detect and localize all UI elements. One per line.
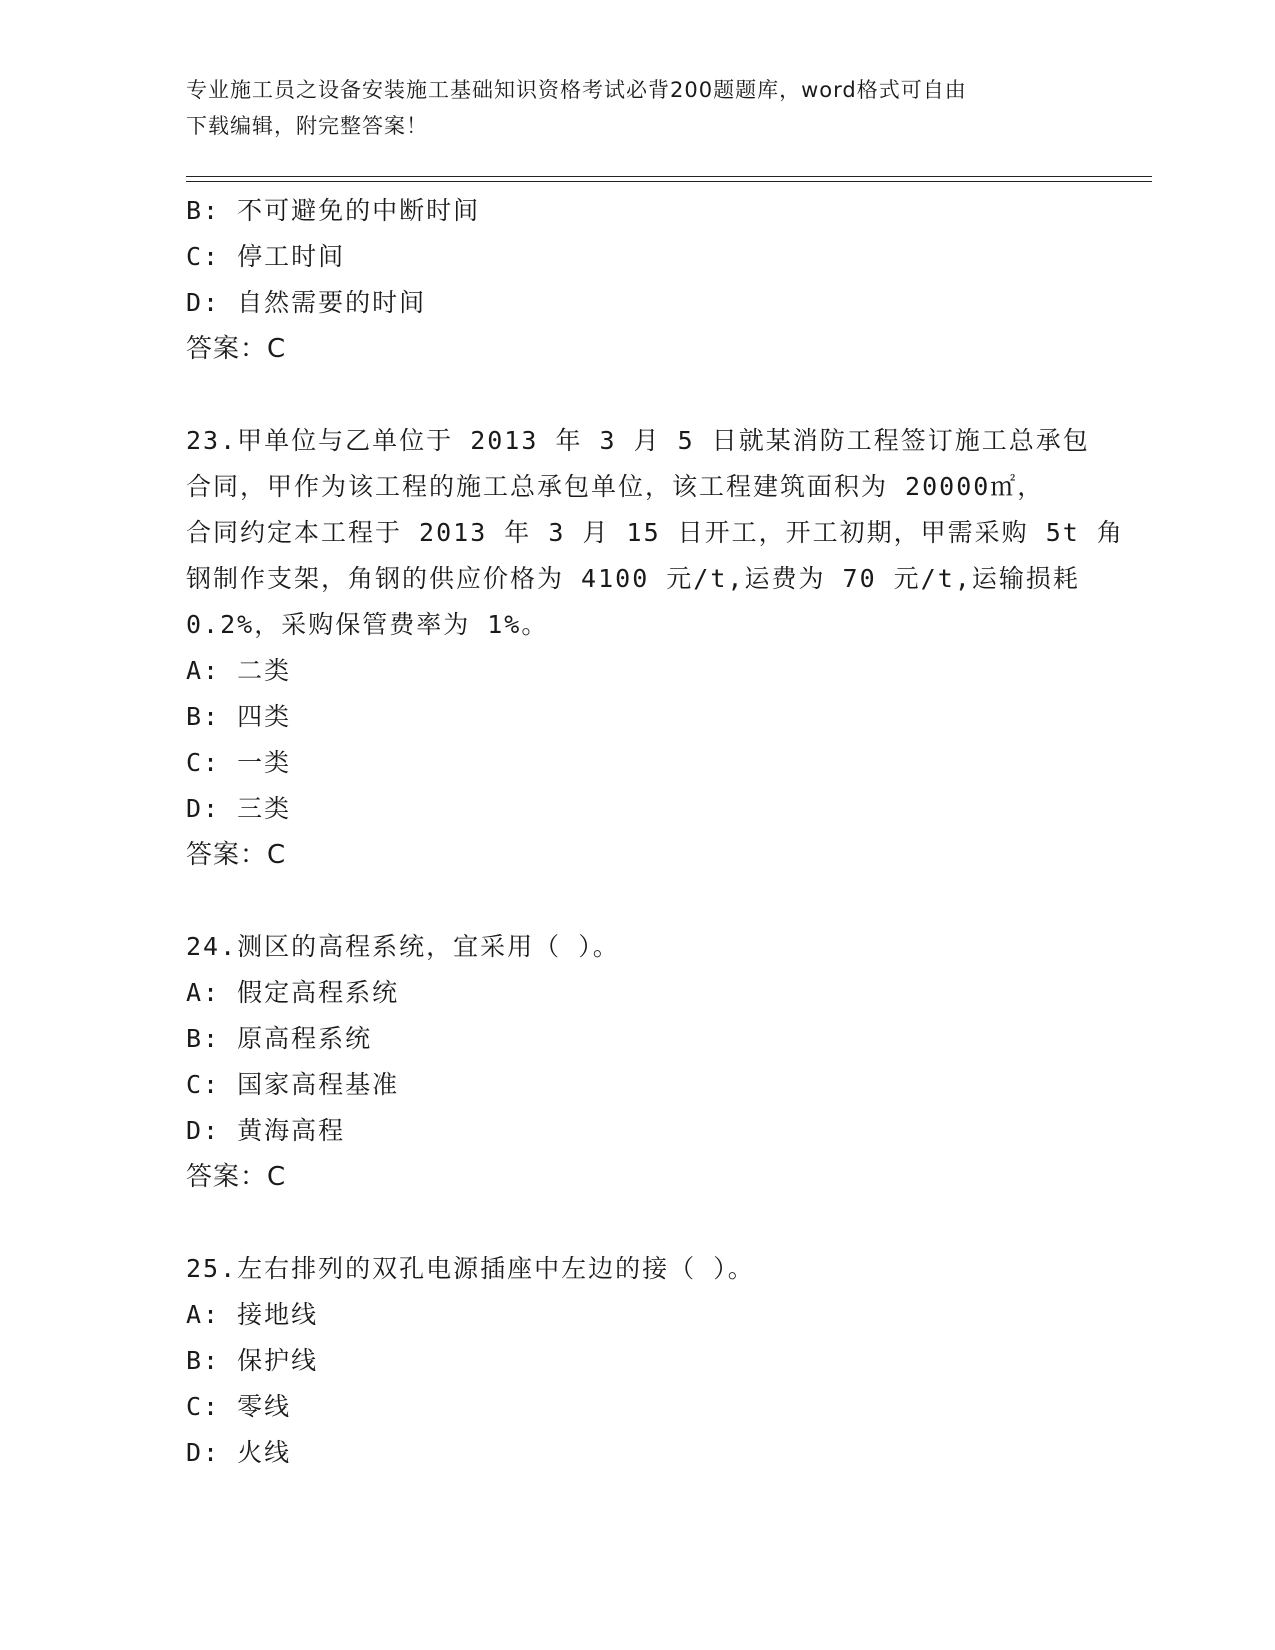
spacer	[186, 878, 1086, 924]
option-c: C: 国家高程基准	[186, 1070, 400, 1099]
option-d: D: 三类	[186, 794, 292, 823]
option-d: D: 自然需要的时间	[186, 288, 427, 317]
question-23	[186, 418, 1124, 878]
option-c: C: 一类	[186, 748, 292, 777]
question-24	[186, 924, 1086, 1200]
option-a: A: 接地线	[186, 1300, 319, 1329]
option-d: D: 黄海高程	[186, 1116, 346, 1145]
option-b: B: 不可避免的中断时间	[186, 196, 481, 225]
option-d: D: 火线	[186, 1438, 292, 1467]
question-content	[186, 188, 1124, 1476]
answer: 答案：C	[186, 840, 287, 870]
question-22-continued	[186, 188, 1086, 372]
option-b: B: 四类	[186, 702, 292, 731]
question-stem-line: 钢制作支架，角钢的供应价格为 4100 元/t,运费为 70 元/t,运输损耗	[186, 564, 1080, 593]
option-a: A: 二类	[186, 656, 292, 685]
question-stem: 25.左右排列的双孔电源插座中左边的接（ ）。	[186, 1254, 755, 1283]
option-b: B: 原高程系统	[186, 1024, 373, 1053]
spacer	[186, 1200, 1086, 1246]
header-divider-top	[186, 176, 1152, 177]
header-line-1: 专业施工员之设备安装施工基础知识资格考试必背200题题库，word格式可自由	[186, 78, 967, 102]
option-a: A: 假定高程系统	[186, 978, 400, 1007]
header-line-2: 下载编辑，附完整答案！	[186, 114, 428, 138]
spacer	[186, 372, 1086, 418]
document-header	[186, 72, 1086, 144]
question-stem-line: 0.2%，采购保管费率为 1%。	[186, 610, 549, 639]
question-stem-line: 23.甲单位与乙单位于 2013 年 3 月 5 日就某消防工程签订施工总承包	[186, 426, 1090, 455]
option-c: C: 停工时间	[186, 242, 346, 271]
question-stem-line: 合同，甲作为该工程的施工总承包单位，该工程建筑面积为 20000㎡，	[186, 472, 1045, 501]
question-25	[186, 1246, 1086, 1476]
question-stem-line: 合同约定本工程于 2013 年 3 月 15 日开工，开工初期，甲需采购 5t 角	[186, 518, 1124, 547]
option-c: C: 零线	[186, 1392, 292, 1421]
header-divider-bottom	[186, 181, 1152, 182]
question-stem: 24.测区的高程系统，宜采用（ ）。	[186, 932, 620, 961]
answer: 答案：C	[186, 1162, 287, 1192]
option-b: B: 保护线	[186, 1346, 319, 1375]
answer: 答案：C	[186, 334, 287, 364]
